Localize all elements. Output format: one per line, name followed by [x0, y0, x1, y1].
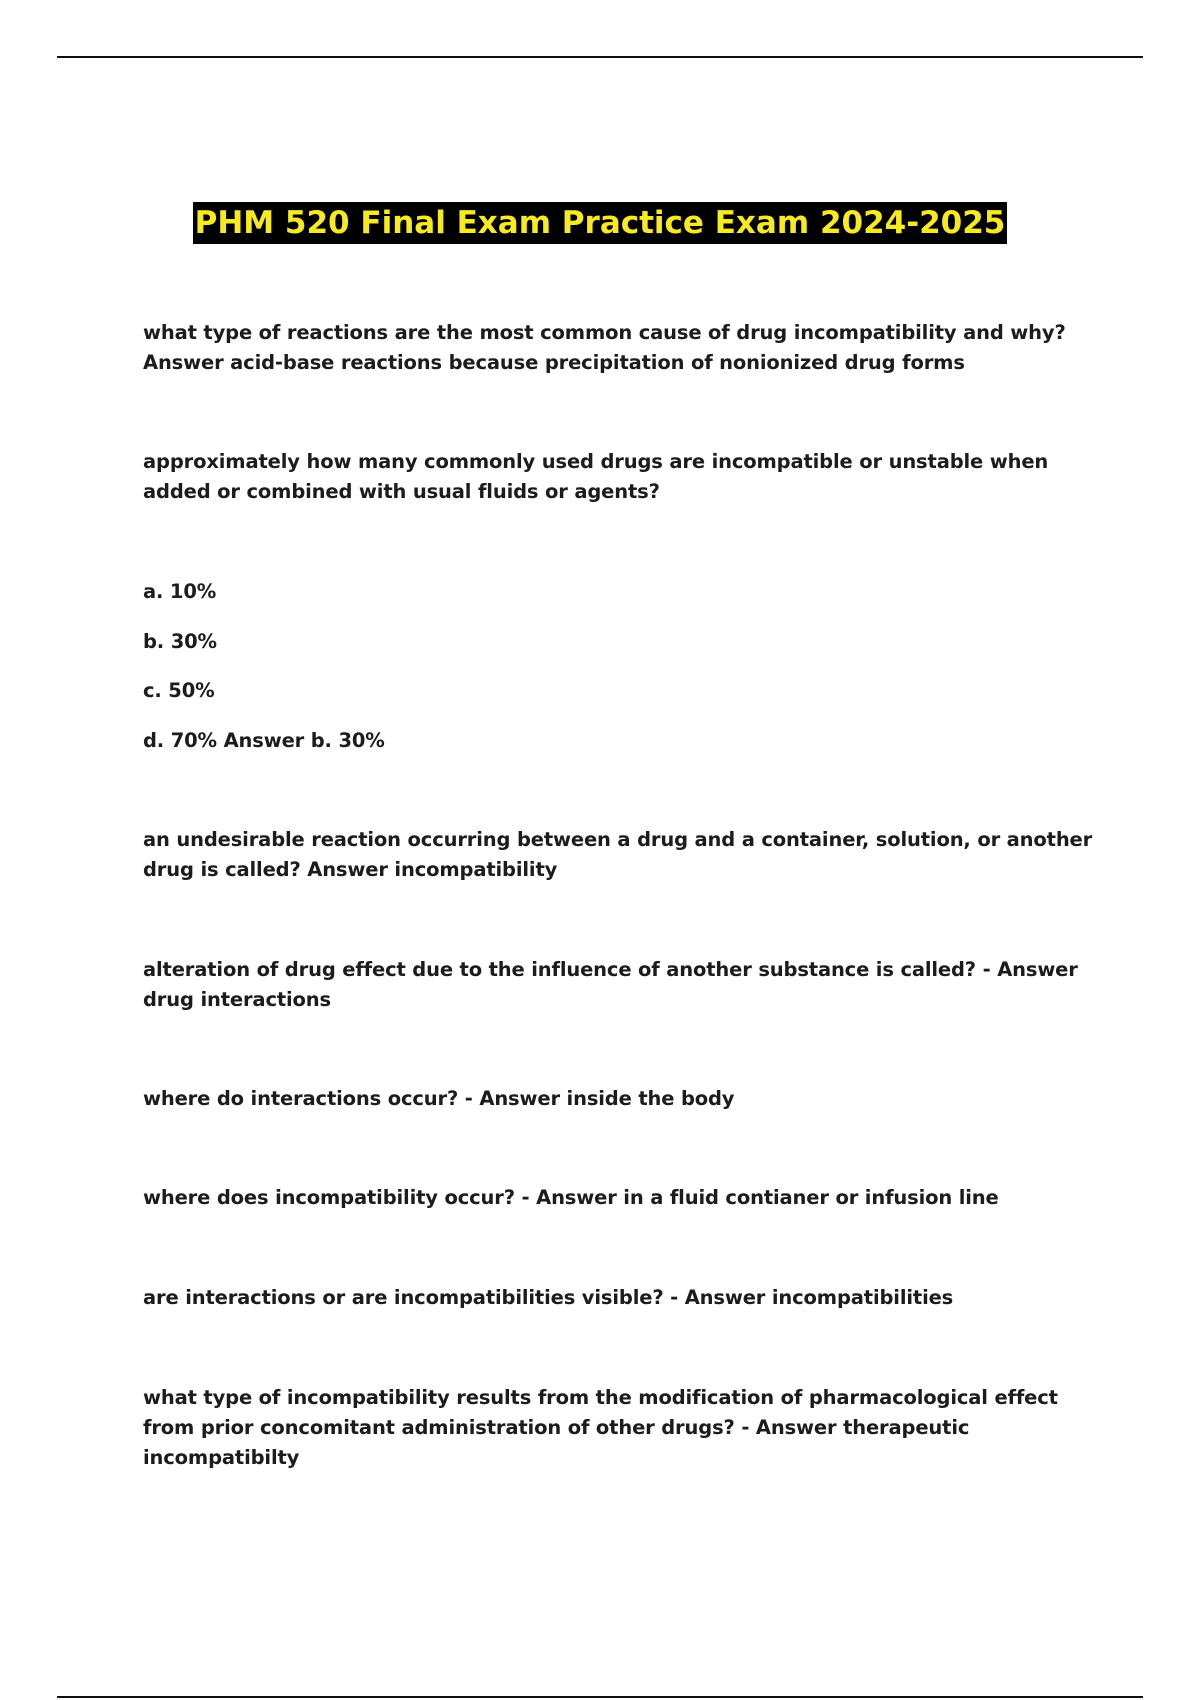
option-a: a. 10%: [143, 580, 217, 603]
option-c: c. 50%: [143, 679, 215, 702]
bottom-rule: [57, 1696, 1143, 1698]
option-d-with-answer: d. 70% Answer b. 30%: [143, 729, 385, 752]
question-undesirable-reaction: an undesirable reaction occurring between a drug and a container, solution, or another drug is called? Answer incompatibility: [143, 828, 1093, 881]
option-b: b. 30%: [143, 630, 217, 653]
title-container: [0, 202, 1200, 244]
document-title: PHM 520 Final Exam Practice Exam 2024-2025: [193, 202, 1008, 244]
question-incompatible-percentage: approximately how many commonly used drugs are incompatible or unstable when added or combined with usual fluids or agents?: [143, 450, 1049, 503]
question-therapeutic-incompatibility: what type of incompatibility results from the modification of pharmacological effect from prior concomitant administration of other drugs? - Answer therapeutic incompatibilty: [143, 1386, 1058, 1469]
question-reaction-types: what type of reactions are the most common cause of drug incompatibility and why? Answer acid-base reactions because precipitation of nonionized drug forms: [143, 321, 1066, 374]
question-drug-effect-alteration: alteration of drug effect due to the influence of another substance is called? - Answer drug interactions: [143, 958, 1078, 1011]
question-where-incompatibility: where does incompatibility occur? - Answer in a fluid contianer or infusion line: [143, 1186, 999, 1209]
top-rule: [57, 56, 1143, 58]
question-where-interactions: where do interactions occur? - Answer inside the body: [143, 1087, 735, 1110]
question-visible: are interactions or are incompatibilities visible? - Answer incompatibilities: [143, 1286, 954, 1309]
